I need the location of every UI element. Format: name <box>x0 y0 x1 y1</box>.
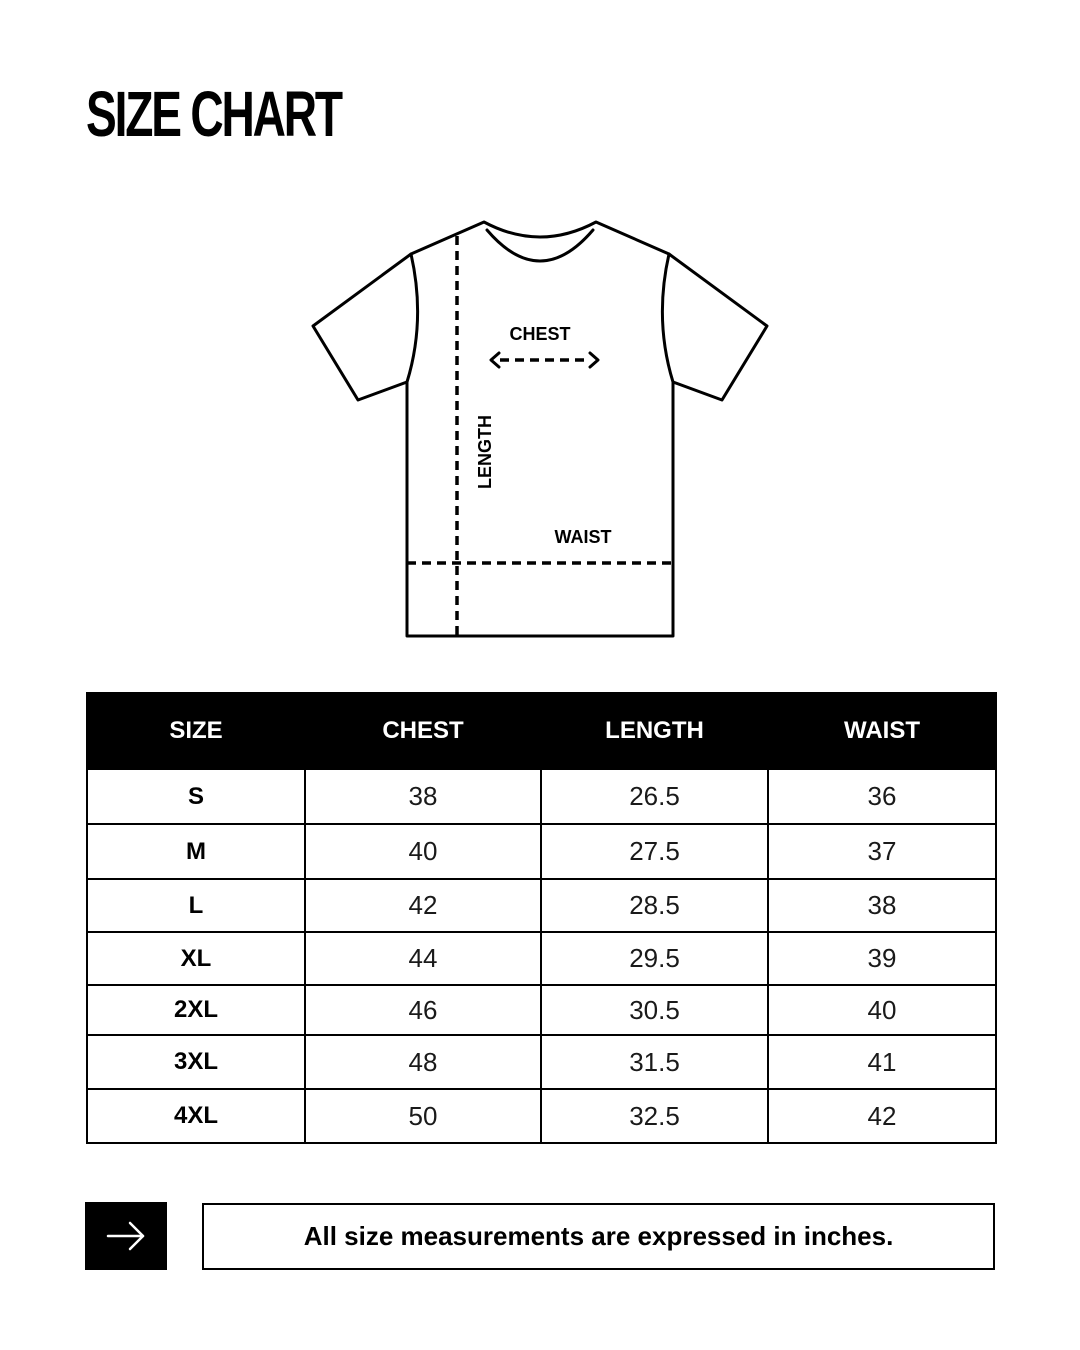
header-waist: WAIST <box>768 693 996 769</box>
tshirt-diagram <box>290 200 790 660</box>
length-cell: 32.5 <box>541 1089 768 1143</box>
length-cell: 27.5 <box>541 824 768 879</box>
chest-cell: 46 <box>305 985 541 1035</box>
waist-cell: 41 <box>768 1035 996 1089</box>
waist-cell: 37 <box>768 824 996 879</box>
size-table <box>86 692 997 1144</box>
header-chest: CHEST <box>305 693 541 769</box>
length-cell: 31.5 <box>541 1035 768 1089</box>
waist-cell: 40 <box>768 985 996 1035</box>
size-cell: L <box>87 879 305 932</box>
header-size: SIZE <box>87 693 305 769</box>
tshirt-outline <box>313 222 767 636</box>
table-row <box>87 932 996 985</box>
chest-cell: 38 <box>305 769 541 824</box>
length-label: LENGTH <box>475 415 495 489</box>
waist-cell: 39 <box>768 932 996 985</box>
units-note: All size measurements are expressed in inches. <box>202 1203 995 1270</box>
chest-cell: 40 <box>305 824 541 879</box>
length-cell: 28.5 <box>541 879 768 932</box>
header-length: LENGTH <box>541 693 768 769</box>
chest-cell: 48 <box>305 1035 541 1089</box>
waist-cell: 38 <box>768 879 996 932</box>
page-title: SIZE CHART <box>86 78 341 150</box>
size-cell: 3XL <box>87 1035 305 1089</box>
chest-cell: 42 <box>305 879 541 932</box>
table-header-row <box>87 693 996 769</box>
table-row <box>87 769 996 824</box>
chest-label: CHEST <box>509 324 571 344</box>
waist-label: WAIST <box>554 527 612 547</box>
arrow-button[interactable] <box>85 1202 167 1270</box>
chest-cell: 50 <box>305 1089 541 1143</box>
size-cell: XL <box>87 932 305 985</box>
waist-cell: 42 <box>768 1089 996 1143</box>
table-row <box>87 824 996 879</box>
length-cell: 29.5 <box>541 932 768 985</box>
chest-arrow-right-icon <box>590 353 598 367</box>
left-sleeve-seam <box>407 254 418 382</box>
table-row <box>87 879 996 932</box>
right-sleeve-seam <box>662 254 673 382</box>
table-row <box>87 985 996 1035</box>
chest-cell: 44 <box>305 932 541 985</box>
size-cell: M <box>87 824 305 879</box>
length-cell: 26.5 <box>541 769 768 824</box>
waist-cell: 36 <box>768 769 996 824</box>
chest-arrow-left-icon <box>491 353 499 367</box>
table-row <box>87 1089 996 1143</box>
length-cell: 30.5 <box>541 985 768 1035</box>
tshirt-icon <box>290 200 790 660</box>
table-row <box>87 1035 996 1089</box>
tshirt-collar <box>487 230 593 261</box>
arrow-right-icon <box>106 1221 146 1251</box>
size-cell: S <box>87 769 305 824</box>
size-cell: 2XL <box>87 985 305 1035</box>
size-cell: 4XL <box>87 1089 305 1143</box>
